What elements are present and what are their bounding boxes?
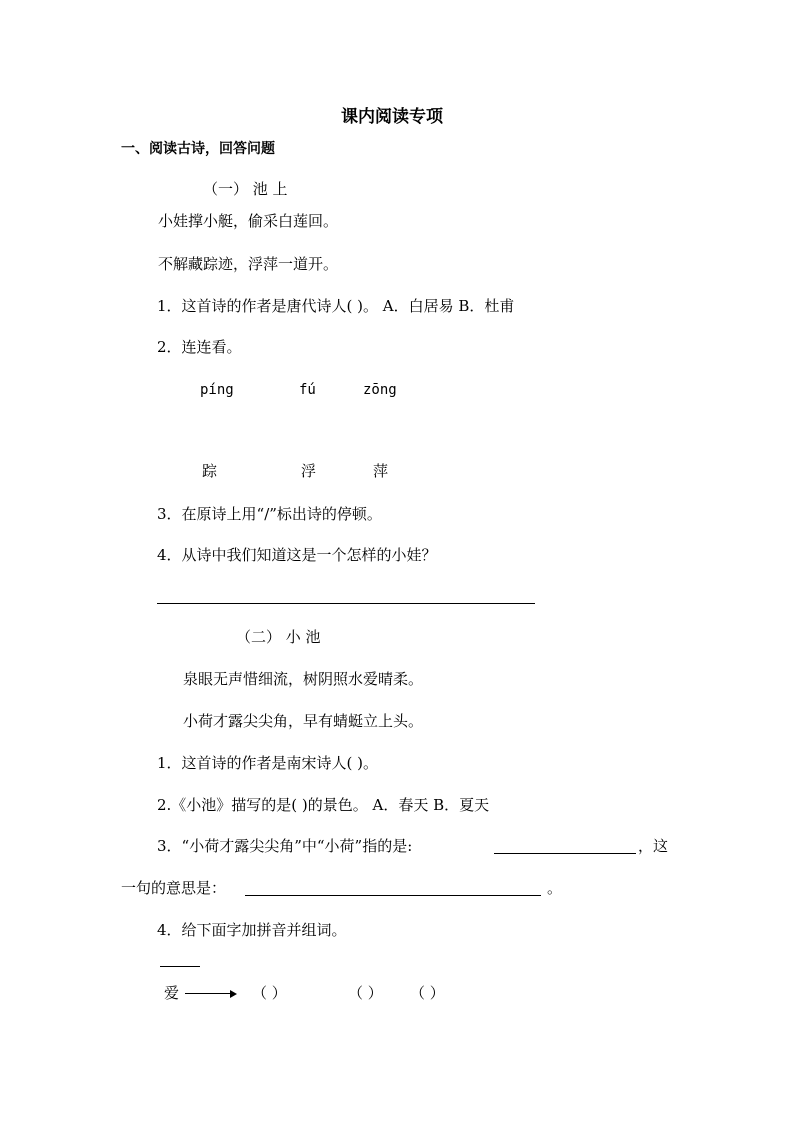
poem2-heading: （二） 小 池	[236, 628, 321, 646]
poem2-line2: 小荷才露尖尖角，早有蜻蜓立上头。	[183, 712, 424, 730]
poem2-question3: 3．“小荷才露尖尖角”中“小荷”指的是:	[157, 837, 413, 855]
blank-parenthesis: （ ）	[252, 984, 287, 1002]
poem1-question2: 2．连连看。	[157, 338, 242, 356]
poem2-question4: 4．给下面字加拼音并组词。	[157, 921, 347, 939]
poem2-question2: 2.《小池》描写的是( )的景色。 A．春天 B．夏天	[157, 796, 490, 814]
poem1-question3: 3．在原诗上用“/”标出诗的停顿。	[157, 505, 382, 523]
matching-char: 踪	[202, 462, 218, 480]
arrow-head-icon	[230, 990, 237, 998]
pinyin-item: zōng	[363, 382, 397, 398]
target-char: 爱	[164, 984, 180, 1002]
page-title: 课内阅读专项	[341, 107, 443, 127]
poem2-question1: 1．这首诗的作者是南宋诗人( )。	[157, 754, 379, 772]
poem2-question3-tail: ，这	[638, 837, 669, 855]
answer-line	[494, 853, 636, 854]
poem2-line1: 泉眼无声惜细流，树阴照水爱晴柔。	[183, 670, 424, 688]
section1-heading: 一、阅读古诗，回答问题	[121, 141, 275, 157]
pinyin-item: píng	[200, 382, 234, 398]
poem1-line1: 小娃撑小艇，偷采白莲回。	[158, 212, 339, 230]
blank-parenthesis: （ ）	[410, 984, 445, 1002]
poem2-question3-line2: 一句的意思是：	[121, 879, 227, 897]
poem1-line2: 不解藏踪迹，浮萍一道开。	[158, 255, 339, 273]
poem1-heading: （一） 池 上	[203, 180, 288, 198]
arrow-icon	[185, 993, 231, 994]
pinyin-line	[160, 966, 200, 967]
answer-line	[157, 603, 535, 604]
blank-parenthesis: （ ）	[348, 984, 383, 1002]
answer-line	[245, 895, 541, 896]
poem1-question4: 4．从诗中我们知道这是一个怎样的小娃？	[157, 546, 437, 564]
pinyin-item: fú	[299, 382, 316, 398]
poem1-question1: 1．这首诗的作者是唐代诗人( )。 A．白居易 B．杜甫	[157, 297, 515, 315]
matching-char: 萍	[373, 462, 389, 480]
poem2-question3-end: 。	[547, 879, 563, 897]
matching-char: 浮	[301, 462, 317, 480]
